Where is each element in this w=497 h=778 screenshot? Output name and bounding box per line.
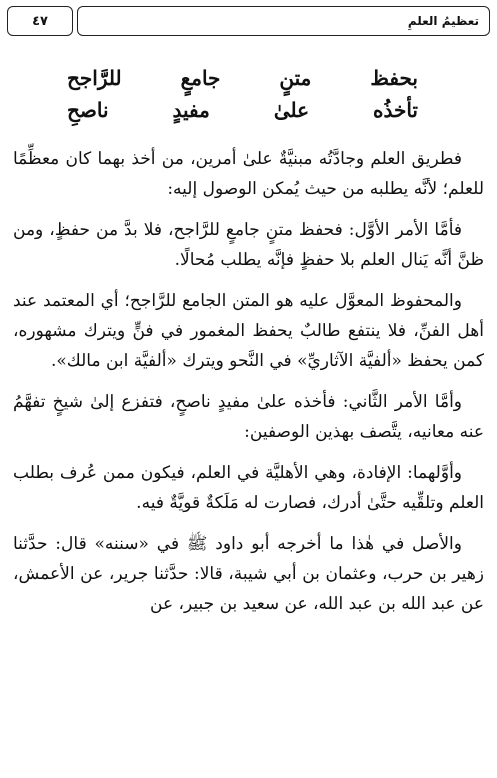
paragraph-3: والمحفوظ المعوَّل عليه هو المتن الجامع للرَّاجح؛ أي المعتمد عند أهل الفنِّ، فلا ينتفع طالبٌ يحفظ المغمور في فنٍّ ويترك مشهوره، كمن يحفظ «ألفيَّة الآثاريِّ» في النَّحو ويترك «ألفيَّة ابن مالك». [13, 291, 484, 371]
poem-line-2: تأخذُه علىٰ مفيدٍ ناصحِ [67, 98, 418, 122]
paragraph-6: والأصل في هٰذا ما أخرجه أبو داود ﷺ في «سننه» قال: حدَّثنا زهير بن حرب، وعثمان بن أبي شيبة، قالا: حدَّثنا جرير، عن الأعمش، عن عبد الله بن عبد الله، عن سعيد بن جبير، عن [13, 534, 484, 614]
paragraph-5: وأوَّلهما: الإفادة، وهي الأهليَّة في العلم، فيكون ممن عُرف بطلب العلم وتلقِّيه حتَّىٰ أدرك، فصارت له مَلَكةٌ قويَّةٌ فيه. [13, 463, 484, 513]
page-number: ٤٧ [32, 13, 48, 29]
running-title-box [77, 6, 490, 36]
paragraph-1: فطريق العلم وجادَّتُه مبنيَّةٌ علىٰ أمرين، من أخذ بهما كان معظِّمًا للعلم؛ لأنَّه يطلبه من حيث يُمكن الوصول إليه: [13, 149, 484, 199]
page-number-box [7, 6, 73, 36]
running-title: تعظيمُ العلمِ [407, 14, 479, 28]
body-text [7, 144, 490, 619]
poem-verse [7, 62, 490, 126]
page-header [7, 6, 490, 36]
paragraph-4: وأمَّا الأمر الثَّاني: فأخذه علىٰ مفيدٍ ناصحٍ، فتفزع إلىٰ شيخٍ تفهَّمُ عنه معانيه، يتَّصف بهذين الوصفين: [13, 392, 484, 442]
paragraph-2: فأمَّا الأمر الأوَّل: فحفظ متنٍ جامعٍ للرَّاجح، فلا بدَّ من حفظٍ، ومن ظنَّ أنَّه يَنال العلم بلا حفظٍ فإنَّه يطلب مُحالًا. [13, 220, 484, 270]
poem-line-1: بحفظ متنٍ جامعٍ للرَّاجح [67, 66, 418, 90]
